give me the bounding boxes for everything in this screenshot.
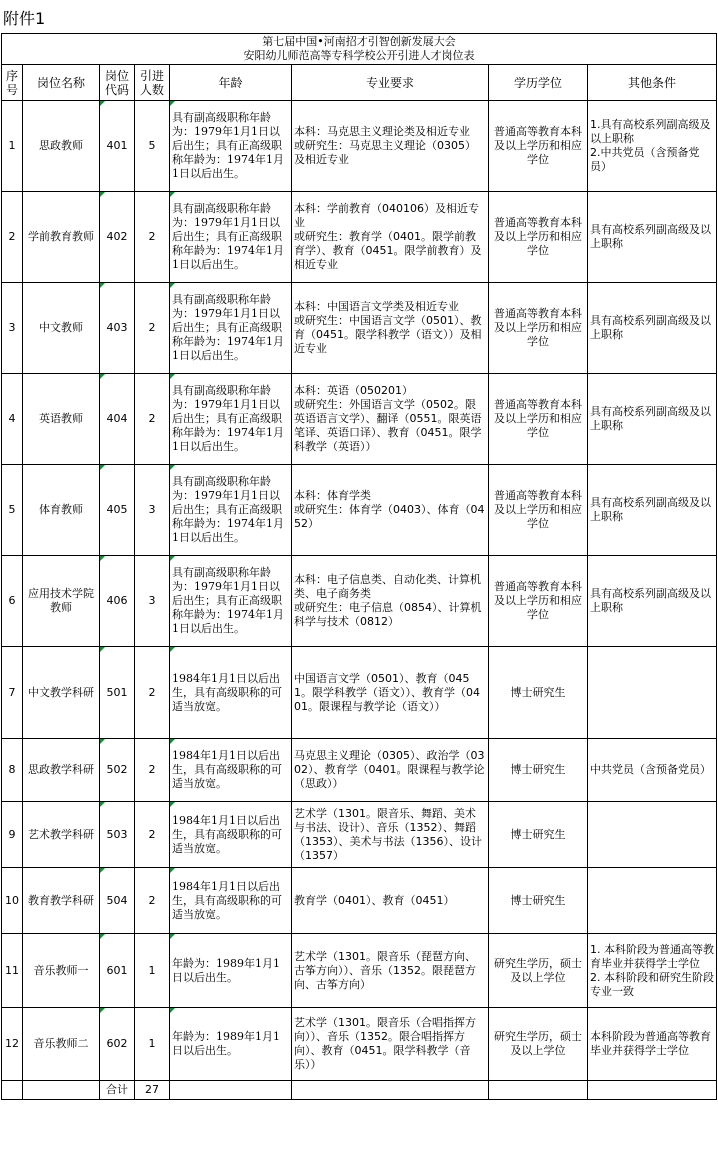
total-label: 合计 <box>100 1081 135 1100</box>
cell-major: 本科：学前教育（040106）及相近专业 或研究生：教育学（0401。限学前教育学）、教育（0451。限学前教育）及相近专业 <box>292 192 489 283</box>
annex-label: 附件1 <box>3 9 46 28</box>
table-title <box>2 34 717 65</box>
cell-other: 具有高校系列副高级及以上职称 <box>588 283 717 374</box>
cell-count: 3 <box>135 465 170 556</box>
cell-other <box>588 802 717 868</box>
cell-no: 9 <box>2 802 23 868</box>
cell-age: 具有副高级职称年龄为：1979年1月1日以后出生；具有正高级职称年龄为：1974年1月1日以后出生。 <box>170 101 292 192</box>
table-row <box>2 934 717 1008</box>
header-count: 引进人数 <box>135 65 170 101</box>
cell-age: 具有副高级职称年龄为：1979年1月1日以后出生；具有正高级职称年龄为：1974年1月1日以后出生。 <box>170 374 292 465</box>
cell-count: 2 <box>135 802 170 868</box>
cell-other <box>588 647 717 739</box>
title-row <box>2 34 717 65</box>
table-row <box>2 868 717 934</box>
cell-major: 艺术学（1301。限音乐（琵琶方向、古筝方向））、音乐（1352。限琵琶方向、古筝方向） <box>292 934 489 1008</box>
cell-no: 6 <box>2 556 23 647</box>
table-row <box>2 802 717 868</box>
cell-major: 马克思主义理论（0305）、政治学（0302）、教育学（0401。限课程与教学论（思政）） <box>292 739 489 802</box>
cell-degree: 普通高等教育本科及以上学历和相应学位 <box>489 556 588 647</box>
cell-degree: 研究生学历，硕士及以上学位 <box>489 1008 588 1081</box>
header-code: 岗位代码 <box>100 65 135 101</box>
cell-code: 602 <box>100 1008 135 1081</box>
header-row <box>2 65 717 101</box>
cell-age: 具有副高级职称年龄为：1979年1月1日以后出生；具有正高级职称年龄为：1974年1月1日以后出生。 <box>170 192 292 283</box>
cell-no: 11 <box>2 934 23 1008</box>
table-row <box>2 739 717 802</box>
table-row <box>2 1008 717 1081</box>
cell-age: 具有副高级职称年龄为：1979年1月1日以后出生；具有正高级职称年龄为：1974年1月1日以后出生。 <box>170 556 292 647</box>
table-row <box>2 556 717 647</box>
total-empty <box>2 1081 23 1100</box>
cell-code: 401 <box>100 101 135 192</box>
cell-other: 具有高校系列副高级及以上职称 <box>588 556 717 647</box>
total-row <box>2 1081 717 1100</box>
cell-no: 8 <box>2 739 23 802</box>
cell-degree: 博士研究生 <box>489 868 588 934</box>
cell-degree: 普通高等教育本科及以上学历和相应学位 <box>489 283 588 374</box>
cell-count: 1 <box>135 1008 170 1081</box>
cell-major: 本科：电子信息类、自动化类、计算机类、电子商务类 或研究生：电子信息（0854）、计算机科学与技术（0812） <box>292 556 489 647</box>
cell-degree: 博士研究生 <box>489 647 588 739</box>
cell-count: 5 <box>135 101 170 192</box>
cell-position: 音乐教师二 <box>23 1008 100 1081</box>
total-empty <box>489 1081 588 1100</box>
cell-other <box>588 868 717 934</box>
cell-no: 5 <box>2 465 23 556</box>
cell-other: 本科阶段为普通高等教育毕业并获得学士学位 <box>588 1008 717 1081</box>
cell-count: 3 <box>135 556 170 647</box>
total-empty <box>588 1081 717 1100</box>
total-value: 27 <box>135 1081 170 1100</box>
cell-other: 具有高校系列副高级及以上职称 <box>588 465 717 556</box>
cell-code: 501 <box>100 647 135 739</box>
cell-no: 7 <box>2 647 23 739</box>
cell-count: 2 <box>135 374 170 465</box>
cell-position: 中文教师 <box>23 283 100 374</box>
cell-age: 1984年1月1日以后出生，具有高级职称的可适当放宽。 <box>170 802 292 868</box>
cell-no: 12 <box>2 1008 23 1081</box>
cell-code: 502 <box>100 739 135 802</box>
cell-code: 504 <box>100 868 135 934</box>
table-row <box>2 465 717 556</box>
cell-code: 405 <box>100 465 135 556</box>
total-empty <box>170 1081 292 1100</box>
cell-position: 艺术教学科研 <box>23 802 100 868</box>
cell-other: 1. 本科阶段为普通高等教育毕业并获得学士学位 2. 本科阶段和研究生阶段专业一致 <box>588 934 717 1008</box>
cell-degree: 博士研究生 <box>489 739 588 802</box>
cell-position: 中文教学科研 <box>23 647 100 739</box>
table-row <box>2 192 717 283</box>
cell-no: 2 <box>2 192 23 283</box>
cell-position: 应用技术学院教师 <box>23 556 100 647</box>
cell-degree: 博士研究生 <box>489 802 588 868</box>
cell-degree: 普通高等教育本科及以上学历和相应学位 <box>489 192 588 283</box>
cell-count: 2 <box>135 739 170 802</box>
cell-degree: 普通高等教育本科及以上学历和相应学位 <box>489 465 588 556</box>
cell-age: 具有副高级职称年龄为：1979年1月1日以后出生；具有正高级职称年龄为：1974年1月1日以后出生。 <box>170 465 292 556</box>
cell-age: 1984年1月1日以后出生，具有高级职称的可适当放宽。 <box>170 739 292 802</box>
header-major: 专业要求 <box>292 65 489 101</box>
cell-other: 1.具有高校系列副高级及以上职称 2.中共党员（含预备党员） <box>588 101 717 192</box>
cell-code: 404 <box>100 374 135 465</box>
cell-code: 601 <box>100 934 135 1008</box>
cell-age: 年龄为：1989年1月1日以后出生。 <box>170 1008 292 1081</box>
cell-no: 1 <box>2 101 23 192</box>
cell-major: 艺术学（1301。限音乐（合唱指挥方向））、音乐（1352。限合唱指挥方向）、教育（0451。限学科教学（音乐）） <box>292 1008 489 1081</box>
header-age: 年龄 <box>170 65 292 101</box>
cell-position: 教育教学科研 <box>23 868 100 934</box>
cell-count: 2 <box>135 647 170 739</box>
cell-degree: 普通高等教育本科及以上学历和相应学位 <box>489 374 588 465</box>
cell-no: 4 <box>2 374 23 465</box>
cell-position: 思政教学科研 <box>23 739 100 802</box>
cell-count: 2 <box>135 192 170 283</box>
header-degree: 学历学位 <box>489 65 588 101</box>
cell-major: 本科：体育学类 或研究生：体育学（0403）、体育（0452） <box>292 465 489 556</box>
cell-other: 具有高校系列副高级及以上职称 <box>588 192 717 283</box>
positions-table <box>1 33 717 1100</box>
table-row <box>2 374 717 465</box>
table-row <box>2 647 717 739</box>
total-empty <box>292 1081 489 1100</box>
cell-major: 教育学（0401）、教育（0451） <box>292 868 489 934</box>
title-line-1: 第七届中国•河南招才引智创新发展大会 <box>262 35 456 48</box>
cell-position: 思政教师 <box>23 101 100 192</box>
cell-major: 本科：马克思主义理论类及相近专业 或研究生：马克思主义理论（0305）及相近专业 <box>292 101 489 192</box>
cell-major: 艺术学（1301。限音乐、舞蹈、美术与书法、设计）、音乐（1352）、舞蹈（1353）、美术与书法（1356）、设计（1357） <box>292 802 489 868</box>
table-row <box>2 283 717 374</box>
cell-position: 英语教师 <box>23 374 100 465</box>
cell-no: 3 <box>2 283 23 374</box>
rows-body <box>2 101 717 1081</box>
cell-code: 403 <box>100 283 135 374</box>
cell-code: 402 <box>100 192 135 283</box>
cell-age: 1984年1月1日以后出生，具有高级职称的可适当放宽。 <box>170 868 292 934</box>
cell-major: 中国语言文学（0501）、教育（0451。限学科教学（语文））、教育学（0401。限课程与教学论（语文）） <box>292 647 489 739</box>
cell-position: 音乐教师一 <box>23 934 100 1008</box>
header-other: 其他条件 <box>588 65 717 101</box>
cell-position: 学前教育教师 <box>23 192 100 283</box>
cell-code: 503 <box>100 802 135 868</box>
cell-no: 10 <box>2 868 23 934</box>
cell-age: 具有副高级职称年龄为：1979年1月1日以后出生；具有正高级职称年龄为：1974年1月1日以后出生。 <box>170 283 292 374</box>
title-line-2: 安阳幼儿师范高等专科学校公开引进人才岗位表 <box>243 49 475 62</box>
cell-age: 年龄为：1989年1月1日以后出生。 <box>170 934 292 1008</box>
cell-age: 1984年1月1日以后出生，具有高级职称的可适当放宽。 <box>170 647 292 739</box>
cell-count: 2 <box>135 283 170 374</box>
cell-count: 2 <box>135 868 170 934</box>
header-no: 序号 <box>2 65 23 101</box>
cell-degree: 研究生学历，硕士及以上学位 <box>489 934 588 1008</box>
cell-major: 本科：中国语言文学类及相近专业 或研究生：中国语言文学（0501）、教育（0451。限学科教学（语文））及相近专业 <box>292 283 489 374</box>
cell-major: 本科：英语（050201） 或研究生：外国语言文学（0502。限英语语言文学）、翻译（0551。限英语笔译、英语口译）、教育（0451。限学科教学（英语）） <box>292 374 489 465</box>
cell-degree: 普通高等教育本科及以上学历和相应学位 <box>489 101 588 192</box>
cell-other: 中共党员（含预备党员） <box>588 739 717 802</box>
cell-code: 406 <box>100 556 135 647</box>
header-position: 岗位名称 <box>23 65 100 101</box>
cell-count: 1 <box>135 934 170 1008</box>
cell-position: 体育教师 <box>23 465 100 556</box>
total-empty <box>23 1081 100 1100</box>
table-row <box>2 101 717 192</box>
cell-other: 具有高校系列副高级及以上职称 <box>588 374 717 465</box>
